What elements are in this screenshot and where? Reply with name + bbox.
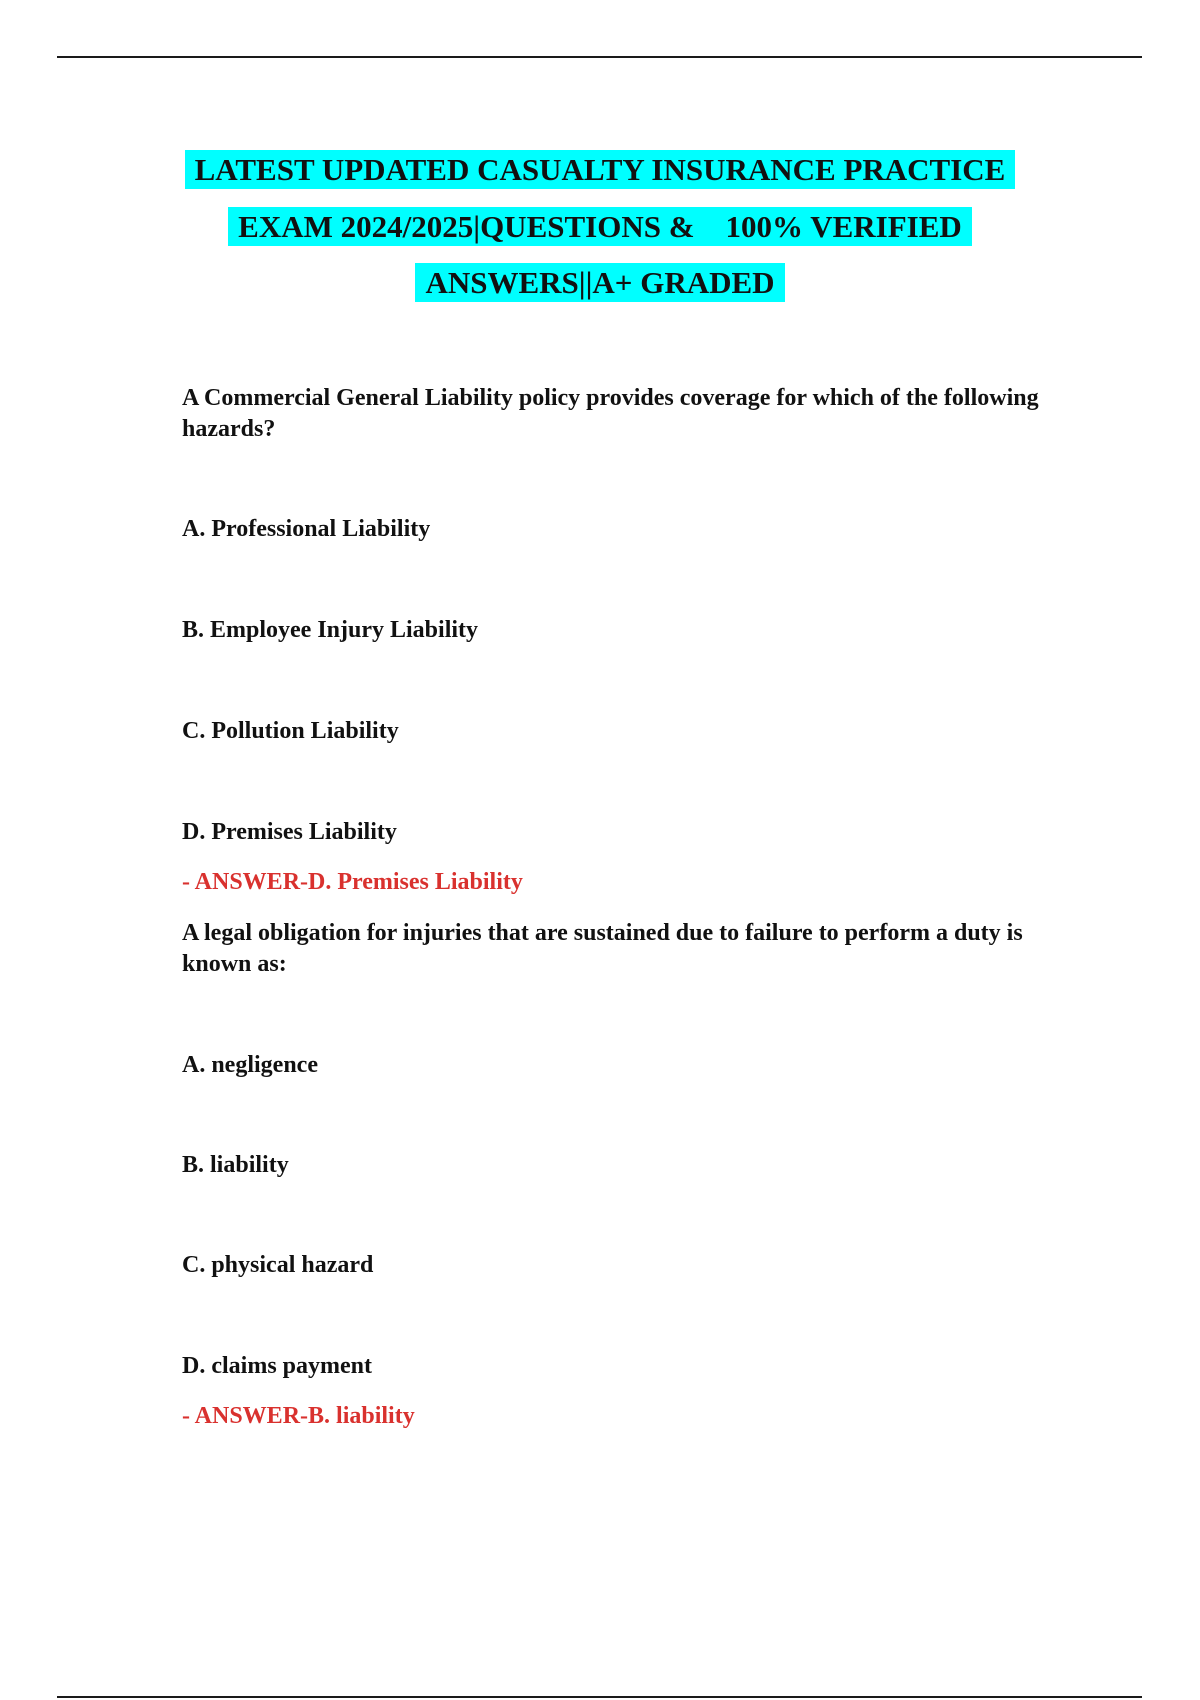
- question-2-option-a: A. negligence: [182, 1052, 318, 1078]
- title-line-3-text: ANSWERS||A+ GRADED: [415, 263, 784, 302]
- title-line-2: [0, 199, 1200, 256]
- bottom-divider: [57, 1696, 1142, 1698]
- question-2-answer: - ANSWER-B. liability: [182, 1403, 415, 1429]
- question-2-option-b: B. liability: [182, 1152, 289, 1178]
- top-divider: [57, 56, 1142, 58]
- title-line-1: [0, 142, 1200, 199]
- title-line-3: [0, 255, 1200, 312]
- title-line-1-text: LATEST UPDATED CASUALTY INSURANCE PRACTICE: [185, 150, 1016, 189]
- question-2-option-d: D. claims payment: [182, 1353, 372, 1379]
- question-1-answer: - ANSWER-D. Premises Liability: [182, 869, 523, 895]
- question-2-text: A legal obligation for injuries that are sustained due to failure to perform a duty is known as:: [182, 920, 1023, 977]
- question-2-option-c: C. physical hazard: [182, 1252, 374, 1278]
- question-1-text: A Commercial General Liability policy provides coverage for which of the following hazards?: [182, 385, 1039, 442]
- document-title: [0, 142, 1200, 312]
- question-1-option-c: C. Pollution Liability: [182, 718, 399, 744]
- title-line-2-text: EXAM 2024/2025|QUESTIONS & 100% VERIFIED: [228, 207, 972, 246]
- question-1-option-b: B. Employee Injury Liability: [182, 617, 479, 643]
- question-1-option-d: D. Premises Liability: [182, 819, 397, 845]
- question-1-option-a: A. Professional Liability: [182, 516, 431, 542]
